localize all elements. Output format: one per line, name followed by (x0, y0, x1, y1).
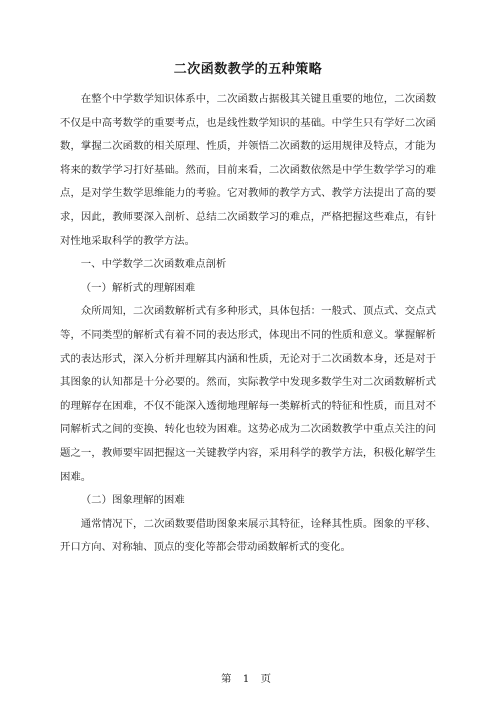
intro-paragraph: 在整个中学数学知识体系中，二次函数占据极其关键且重要的地位，二次函数不仅是中高考数学的重要考点，也是线性数学知识的基础。中学生只有学好二次函数，掌握二次函数的相关原理、性质，并领悟二次函数的运用规律及特点，才能为将来的数学学习打好基础。然而，目前来看，二次函数依然是中学生数学学习的难点，是对学生数学思维能力的考验。它对教师的教学方式、教学方法提出了高的要求，因此，教师要深入剖析、总结二次函数学习的难点，严格把握这些难点，有针对性地采取科学的教学方法。 (60, 93, 436, 247)
subsection-heading-2: （二）图象理解的困难 (80, 494, 185, 507)
document-title: 二次函数教学的五种策略 (173, 62, 323, 77)
subsection-heading-1: （一）解析式的理解困难 (80, 281, 196, 294)
subsection-paragraph-2: 通常情况下，二次函数要借助图象来展示其特征，诠释其性质。图象的平移、开口方向、对称轴、顶点的变化等都会带动函数解析式的变化。 (60, 517, 436, 554)
page-number: 第 1 页 (221, 673, 275, 685)
subsection-paragraph-1: 众所周知，二次函数解析式有多种形式，具体包括：一般式、顶点式、交点式等，不同类型的解析式有着不同的表达形式，体现出不同的性质和意义。掌握解析式的表达形式，深入分析并理解其内涵和性质，无论对于二次函数本身，还是对于其图象的认知都是十分必要的。然而，实际教学中发现多数学生对二次函数解析式的理解存在困难，不仅不能深入透彻地理解每一类解析式的特征和性质，而且对不同解析式之间的变换、转化也较为困难。这势必成为二次函数教学中重点关注的问题之一，教师要牢固把握这一关键教学内容，采用科学的教学方法，积极化解学生困难。 (60, 305, 436, 483)
section-heading-1: 一、中学数学二次函数难点剖析 (80, 258, 227, 271)
document-body (60, 60, 436, 560)
